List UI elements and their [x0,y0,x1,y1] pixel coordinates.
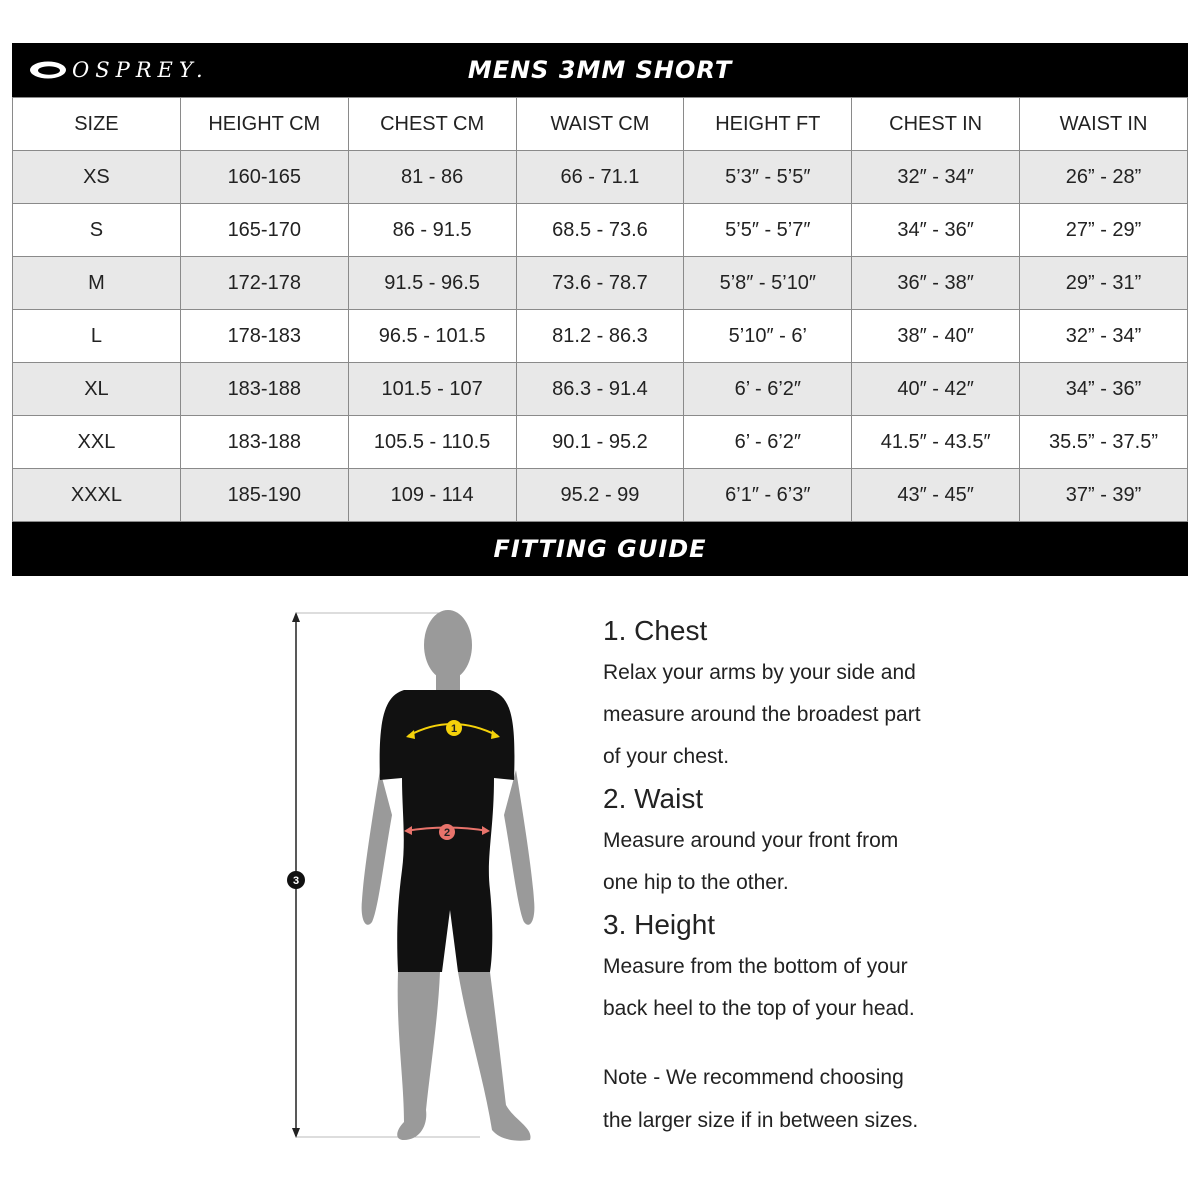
table-cell: 32” - 34” [1020,310,1188,363]
brand-name: OSPREY. [72,58,209,82]
table-cell: 5’10″ - 6’ [684,310,852,363]
section-text: back heel to the top of your head. [603,997,915,1020]
table-cell: 43″ - 45″ [852,469,1020,522]
table-cell: 172-178 [180,257,348,310]
table-cell: 36″ - 38″ [852,257,1020,310]
section-text: Measure from the bottom of your [603,955,908,978]
table-cell: XXL [13,416,181,469]
table-cell: 81.2 - 86.3 [516,310,684,363]
table-cell: 29” - 31” [1020,257,1188,310]
size-note [603,1056,1163,1142]
table-cell: 73.6 - 78.7 [516,257,684,310]
table-cell: 6’ - 6’2″ [684,363,852,416]
table-cell: 81 - 86 [348,151,516,204]
table-cell: S [13,204,181,257]
wetsuit-figure-illustration [280,600,560,1160]
column-header: HEIGHT CM [180,98,348,151]
right-arm [504,770,534,925]
table-cell: M [13,257,181,310]
table-cell: 165-170 [180,204,348,257]
table-cell: 105.5 - 110.5 [348,416,516,469]
title-bar [12,43,1188,97]
table-cell: XS [13,151,181,204]
table-cell: 26” - 28” [1020,151,1188,204]
fitting-guide-title: FITTING GUIDE [493,535,707,563]
table-cell: 35.5” - 37.5” [1020,416,1188,469]
fitting-figure [280,600,560,1160]
table-cell: 86 - 91.5 [348,204,516,257]
table-row [13,363,1188,416]
table-cell: 5’5″ - 5’7″ [684,204,852,257]
section-text: measure around the broadest part [603,703,921,726]
table-cell: 37” - 39” [1020,469,1188,522]
column-header: WAIST CM [516,98,684,151]
table-cell: 34″ - 36″ [852,204,1020,257]
height-marker-label: 3 [292,875,300,887]
table-header-row [13,98,1188,151]
table-row [13,257,1188,310]
table-cell: 38″ - 40″ [852,310,1020,363]
left-arm [362,770,392,925]
size-table [12,97,1188,522]
height-section [603,904,1163,1030]
table-row [13,204,1188,257]
table-cell: 6’1″ - 6’3″ [684,469,852,522]
table-cell: 90.1 - 95.2 [516,416,684,469]
table-cell: 160-165 [180,151,348,204]
table-cell: 34” - 36” [1020,363,1188,416]
table-cell: 178-183 [180,310,348,363]
figure-head [424,610,472,690]
section-text: of your chest. [603,745,730,768]
chest-marker-label: 1 [450,723,458,735]
table-cell: 5’8″ - 5’10″ [684,257,852,310]
left-leg [397,972,440,1140]
section-text: one hip to the other. [603,871,789,894]
section-text: Measure around your front from [603,829,899,852]
table-cell: 101.5 - 107 [348,363,516,416]
table-cell: 68.5 - 73.6 [516,204,684,257]
table-cell: L [13,310,181,363]
table-cell: 91.5 - 96.5 [348,257,516,310]
table-row [13,469,1188,522]
table-cell: 32″ - 34″ [852,151,1020,204]
column-header: WAIST IN [1020,98,1188,151]
section-heading: 3. Height [603,909,716,940]
table-cell: 41.5″ - 43.5″ [852,416,1020,469]
column-header: SIZE [13,98,181,151]
table-cell: XXXL [13,469,181,522]
table-cell: 183-188 [180,363,348,416]
table-row [13,416,1188,469]
chart-title: MENS 3MM SHORT [467,56,733,84]
waist-section [603,778,1163,904]
fitting-guide-bar [12,522,1188,576]
table-cell: 27” - 29” [1020,204,1188,257]
right-leg [458,972,531,1141]
size-chart [12,43,1188,576]
table-cell: 5’3″ - 5’5″ [684,151,852,204]
table-row [13,151,1188,204]
section-text: Relax your arms by your side and [603,661,916,684]
table-cell: 185-190 [180,469,348,522]
column-header: CHEST IN [852,98,1020,151]
table-cell: 66 - 71.1 [516,151,684,204]
note-text: the larger size if in between sizes. [603,1109,919,1132]
fitting-instructions [603,610,1163,1142]
section-heading: 2. Waist [603,783,704,814]
table-cell: 40″ - 42″ [852,363,1020,416]
note-text: Note - We recommend choosing [603,1066,904,1089]
section-heading: 1. Chest [603,615,708,646]
table-cell: 86.3 - 91.4 [516,363,684,416]
table-cell: 6’ - 6’2″ [684,416,852,469]
table-cell: XL [13,363,181,416]
table-cell: 109 - 114 [348,469,516,522]
waist-marker-label: 2 [443,827,451,839]
column-header: HEIGHT FT [684,98,852,151]
table-cell: 95.2 - 99 [516,469,684,522]
column-header: CHEST CM [348,98,516,151]
table-cell: 183-188 [180,416,348,469]
table-cell: 96.5 - 101.5 [348,310,516,363]
chest-section [603,610,1163,778]
table-row [13,310,1188,363]
height-marker [287,871,305,889]
